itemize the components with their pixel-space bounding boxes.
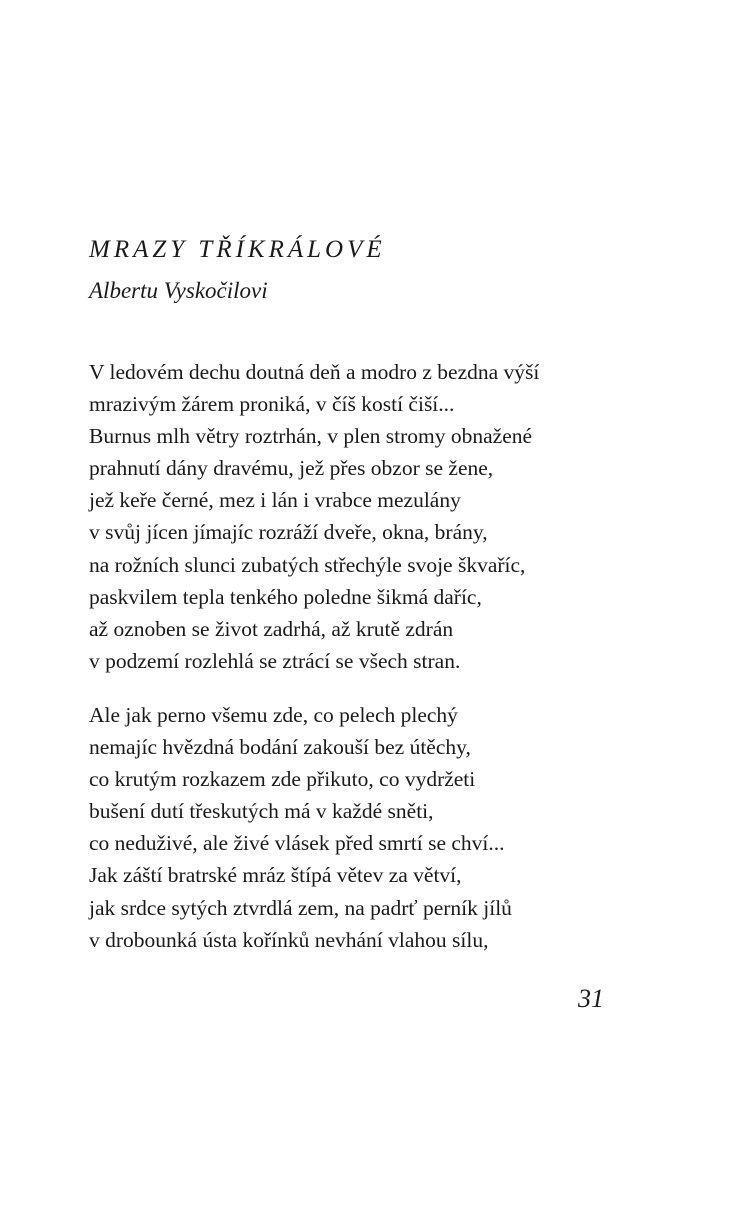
verse-line: Ale jak perno všemu zde, co pelech plechý bbox=[89, 703, 458, 727]
verse-line: jak srdce sytých ztvrdlá zem, na padrť perník jílů bbox=[89, 895, 512, 920]
verse-line: mrazivým žárem proniká, v číš kostí čiší... bbox=[89, 392, 455, 417]
verse-line: až oznoben se život zadrhá, až krutě zdrán bbox=[89, 616, 454, 641]
page-number: 31 bbox=[578, 984, 604, 1013]
verse-line: bušení dutí třeskutých má v každé sněti, bbox=[89, 799, 434, 824]
poem-dedication: Albertu Vyskočilovi bbox=[89, 278, 268, 303]
verse-line: V ledovém dechu doutná deň a modro z bezdna výší bbox=[89, 360, 540, 384]
verse-line: na rožních slunci zubatých střechýle svoje škvaříc, bbox=[89, 552, 526, 577]
verse-line: co krutým rozkazem zde přikuto, co vydržeti bbox=[89, 767, 476, 792]
verse-line: v podzemí rozlehlá se ztrácí se všech stran. bbox=[89, 648, 461, 673]
verse-line: v drobounká ústa kořínků nevhání vlahou sílu, bbox=[89, 927, 489, 952]
poem-title: MRAZY TŘÍKRÁLOVÉ bbox=[89, 236, 386, 263]
stanza-1 bbox=[89, 356, 539, 677]
verse-line: jež keře černé, mez i lán i vrabce mezulány bbox=[89, 488, 461, 513]
stanza-2 bbox=[89, 699, 512, 956]
verse-line: v svůj jícen jímajíc rozráží dveře, okna, brány, bbox=[89, 520, 488, 545]
verse-line: co neduživé, ale živé vlásek před smrtí se chví... bbox=[89, 831, 505, 856]
verse-line: nemajíc hvězdná bodání zakouší bez útěchy, bbox=[89, 735, 471, 760]
verse-line: Jak záští bratrské mráz štípá větev za větví, bbox=[89, 863, 462, 888]
verse-line: Burnus mlh větry roztrhán, v plen stromy obnažené bbox=[89, 424, 533, 449]
verse-line: paskvilem tepla tenkého poledne šikmá daříc, bbox=[89, 584, 482, 609]
verse-line: prahnutí dány dravému, jež přes obzor se žene, bbox=[89, 456, 494, 481]
